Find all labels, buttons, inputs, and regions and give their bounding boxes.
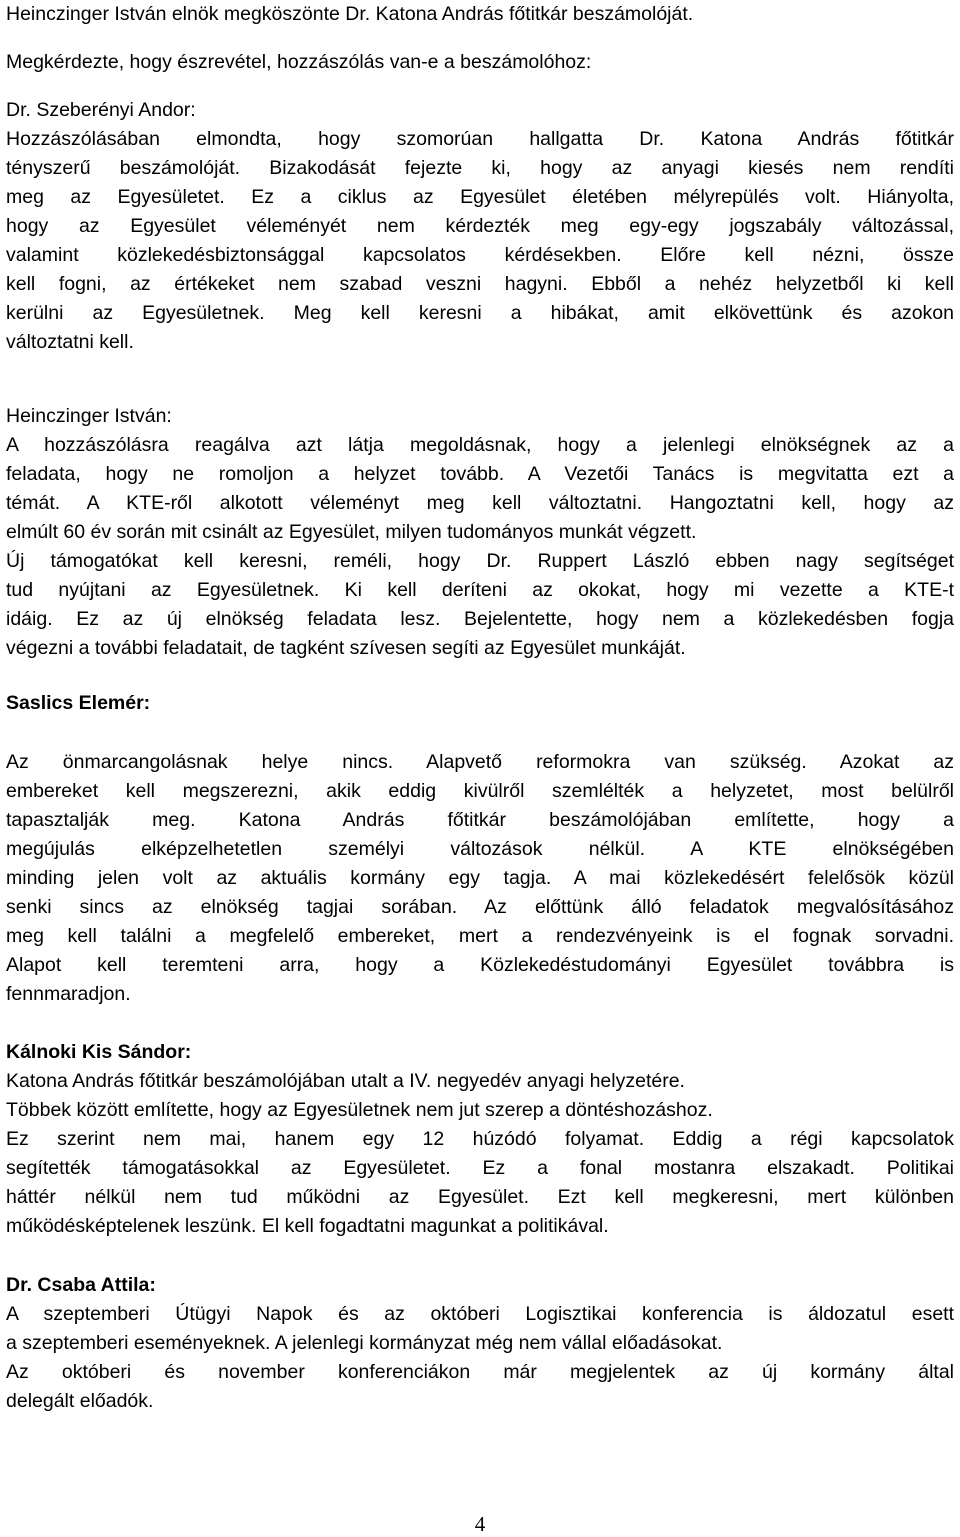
section-csaba bbox=[6, 1271, 954, 1416]
text-line: idáig. Ez az új elnökség feladata lesz. Bejelentette, hogy nem a közlekedésben fogja bbox=[6, 608, 954, 630]
intro-line-1: Heinczinger István elnök megköszönte Dr. Katona András főtitkár beszámolóját. bbox=[6, 3, 694, 25]
page-number: 4 bbox=[474, 1512, 486, 1536]
text-line: kell fogni, az értékeket nem szabad veszni hagyni. Ebből a nehéz helyzetből ki kell bbox=[6, 273, 954, 295]
text-line: Új támogatókat kell keresni, reméli, hogy Dr. Ruppert László ebben nagy segítséget bbox=[6, 550, 954, 572]
intro-block bbox=[6, 0, 954, 77]
intro-line-2: Megkérdezte, hogy észrevétel, hozzászólás van-e a beszámolóhoz: bbox=[6, 51, 592, 73]
text-line: Ez szerint nem mai, hanem egy 12 húzódó folyamat. Eddig a régi kapcsolatok bbox=[6, 1128, 954, 1150]
text-line: tényszerű beszámolóját. Bizakodását fejezte ki, hogy az anyagi kiesés nem rendíti bbox=[6, 157, 954, 179]
speaker-name: Dr. Csaba Attila: bbox=[6, 1274, 156, 1296]
text-line: meg az Egyesületet. Ez a ciklus az Egyesület életében mélyrepülés volt. Hiányolta, bbox=[6, 186, 954, 208]
text-line: változtatni kell. bbox=[6, 331, 134, 353]
text-line: delegált előadók. bbox=[6, 1390, 154, 1412]
speaker-name: Kálnoki Kis Sándor: bbox=[6, 1041, 192, 1063]
speaker-name: Saslics Elemér: bbox=[6, 692, 151, 714]
text-line: tud nyújtani az Egyesületnek. Ki kell deríteni az okokat, hogy mi vezette a KTE-t bbox=[6, 579, 954, 601]
text-line: Többek között említette, hogy az Egyesületnek nem jut szerep a döntéshozáshoz. bbox=[6, 1099, 713, 1121]
text-line: segítették támogatásokkal az Egyesületet. Ez a fonal mostanra elszakadt. Politikai bbox=[6, 1157, 954, 1179]
text-line: Hozzászólásában elmondta, hogy szomorúan hallgatta Dr. Katona András főtitkár bbox=[6, 128, 954, 150]
text-line: hogy az Egyesület véleményét nem kérdezték meg egy-egy jogszabály változással, bbox=[6, 215, 954, 237]
text-line: Katona András főtitkár beszámolójában utalt a IV. negyedév anyagi helyzetére. bbox=[6, 1070, 685, 1092]
text-line: tapasztalják meg. Katona András főtitkár beszámolójában említette, hogy a bbox=[6, 809, 954, 831]
text-line: témát. A KTE-ről alkotott véleményt meg kell változtatni. Hangoztatni kell, hogy az bbox=[6, 492, 954, 514]
text-line: Az októberi és november konferenciákon már megjelentek az új kormány által bbox=[6, 1361, 954, 1383]
section-szeberenyi bbox=[6, 96, 954, 357]
section-saslics bbox=[6, 689, 954, 1009]
text-line: működésképtelenek leszünk. El kell fogadtatni magunkat a politikával. bbox=[6, 1215, 609, 1237]
text-line: Az önmarcangolásnak helye nincs. Alapvető reformokra van szükség. Azokat az bbox=[6, 751, 954, 773]
text-line: meg kell találni a megfelelő embereket, mert a rendezvényeink is el fognak sorvadni. bbox=[6, 925, 954, 947]
text-line: kerülni az Egyesületnek. Meg kell keresni a hibákat, amit elkövettünk és azokon bbox=[6, 302, 954, 324]
text-line: valamint közlekedésbiztonsággal kapcsolatos kérdésekben. Előre kell nézni, össze bbox=[6, 244, 954, 266]
text-line: végezni a további feladatait, de tagként szívesen segíti az Egyesület munkáját. bbox=[6, 637, 686, 659]
text-line: feladata, hogy ne romoljon a helyzet tovább. A Vezetői Tanács is megvitatta ezt a bbox=[6, 463, 954, 485]
speaker-name: Dr. Szeberényi Andor: bbox=[6, 99, 196, 121]
text-line: A szeptemberi Útügyi Napok és az októberi Logisztikai konferencia is áldozatul esett bbox=[6, 1303, 954, 1325]
speaker-name: Heinczinger István: bbox=[6, 405, 172, 427]
text-line: megújulás elképzelhetetlen személyi változások nélkül. A KTE elnökségében bbox=[6, 838, 954, 860]
text-line: A hozzászólásra reagálva azt látja megoldásnak, hogy a jelenlegi elnökségnek az a bbox=[6, 434, 954, 456]
text-line: fennmaradjon. bbox=[6, 983, 131, 1005]
text-line: embereket kell megszerezni, akik eddig kivülről szemlélték a helyzetet, most belülről bbox=[6, 780, 954, 802]
text-line: minding jelen volt az aktuális kormány egy tagja. A mai közlekedésért felelősök közül bbox=[6, 867, 954, 889]
text-line: háttér nélkül nem tud működni az Egyesület. Ezt kell megkeresni, mert különben bbox=[6, 1186, 954, 1208]
text-line: Alapot kell teremteni arra, hogy a Közlekedéstudományi Egyesület továbbra is bbox=[6, 954, 954, 976]
text-line: elmúlt 60 év során mit csinált az Egyesület, milyen tudományos munkát végzett. bbox=[6, 521, 697, 543]
text-line: senki sincs az elnökség tagjai sorában. Az előttünk álló feladatok megvalósításához bbox=[6, 896, 954, 918]
text-line: a szeptemberi eseményeknek. A jelenlegi kormányzat még nem vállal előadásokat. bbox=[6, 1332, 723, 1354]
section-heinczinger bbox=[6, 402, 954, 663]
section-kalnoki bbox=[6, 1038, 954, 1241]
